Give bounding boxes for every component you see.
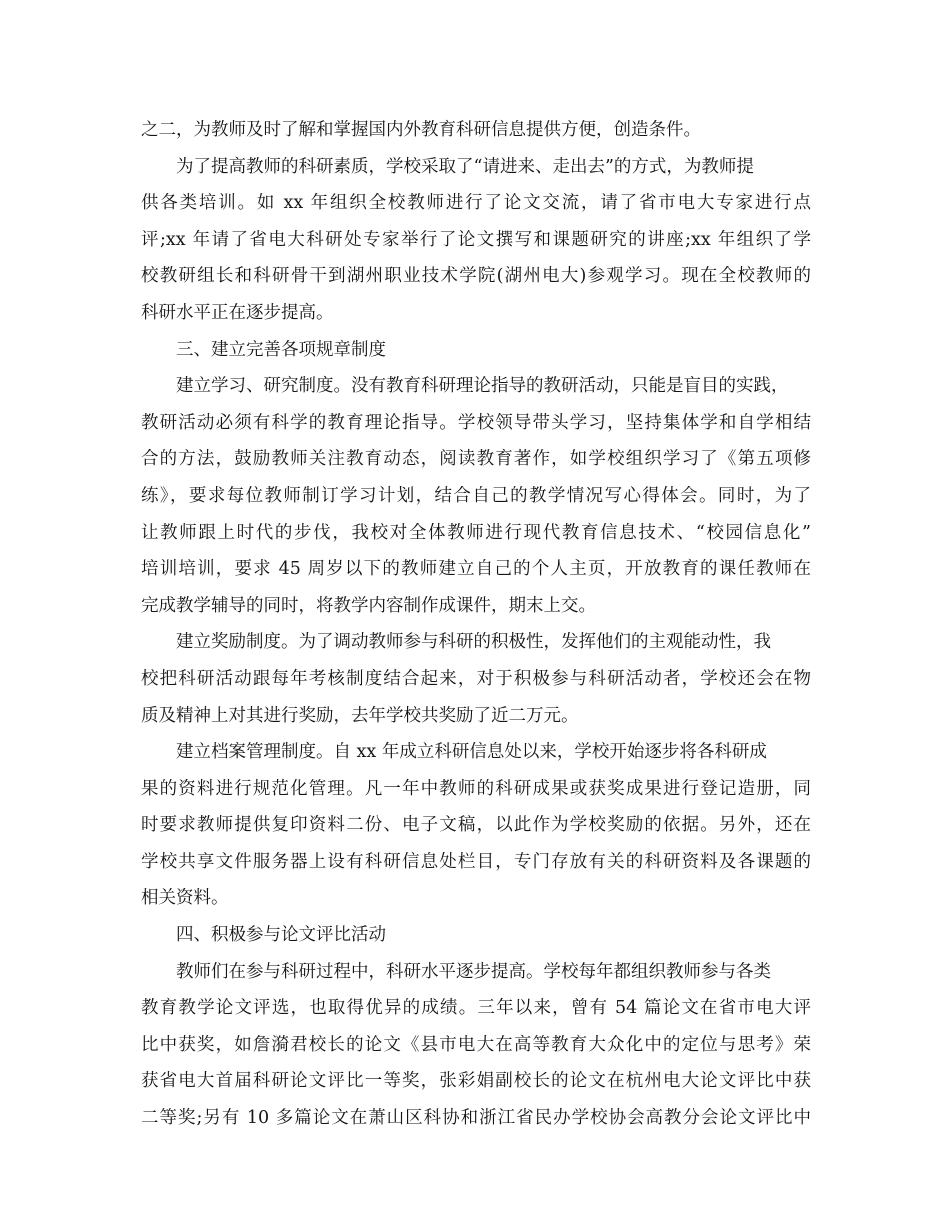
text-line: 相关资料。 [141,888,229,909]
text-line: 获省电大首届科研论文评比一等奖，张彩娟副校长的论文在杭州电大论文评比中获 [141,1071,811,1092]
document-body [141,112,811,1137]
paragraph-first-line: 为了提高教师的科研素质，学校采取了“请进来、走出去”的方式，为教师提 [176,156,754,177]
text-line: 供各类培训。如 xx 年组织全校教师进行了论文交流，请了省市电大专家进行点 [141,193,811,214]
text-line: 教研活动必须有科学的教育理论指导。学校领导带头学习，坚持集体学和自学相结 [141,412,811,433]
text-line: 科研水平正在逐步提高。 [141,302,334,323]
text-line: 培训培训，要求 45 周岁以下的教师建立自己的个人主页，开放教育的课任教师在 [141,559,811,580]
text-line: 果的资料进行规范化管理。凡一年中教师的科研成果或获奖成果进行登记造册，同 [141,778,811,799]
text-line: 评;xx 年请了省电大科研处专家举行了论文撰写和课题研究的讲座;xx 年组织了学 [141,229,811,250]
text-line: 比中获奖，如詹漪君校长的论文《县市电大在高等教育大众化中的定位与思考》荣 [141,1034,811,1055]
paragraph-first-line: 建立学习、研究制度。没有教育科研理论指导的教研活动，只能是盲目的实践， [176,376,789,397]
paragraph-first-line: 教师们在参与科研过程中，科研水平逐步提高。学校每年都组织教师参与各类 [176,961,771,982]
text-line: 之二，为教师及时了解和掌握国内外教育科研信息提供方便，创造条件。 [141,120,701,140]
text-line: 学校共享文件服务器上设有科研信息处栏目，专门存放有关的科研资料及各课题的 [141,851,811,872]
text-line: 完成教学辅导的同时，将教学内容制作成课件，期末上交。 [141,595,596,616]
section-heading: 三、建立完善各项规章制度 [176,339,386,360]
section-heading: 四、积极参与论文评比活动 [176,925,386,946]
text-line: 让教师跟上时代的步伐，我校对全体教师进行现代教育信息技术、“校园信息化” [141,522,811,543]
text-line: 二等奖;另有 10 多篇论文在萧山区科协和浙江省民办学校协会高教分会论文评比中 [141,1108,811,1129]
text-line: 校把科研活动跟每年考核制度结合起来，对于积极参与科研活动者，学校还会在物 [141,668,811,689]
text-line: 练》，要求每位教师制订学习计划，结合自己的教学情况写心得体会。同时，为了 [141,485,811,506]
paragraph-first-line: 建立奖励制度。为了调动教师参与科研的积极性，发挥他们的主观能动性，我 [176,632,771,653]
text-line: 时要求教师提供复印资料二份、电子文稿，以此作为学校奖励的依据。另外，还在 [141,815,811,836]
paragraph-first-line: 建立档案管理制度。自 xx 年成立科研信息处以来，学校开始逐步将各科研成 [176,742,767,763]
text-line: 质及精神上对其进行奖励，去年学校共奖励了近二万元。 [141,705,579,726]
text-line: 教育教学论文评选，也取得优异的成绩。三年以来，曾有 54 篇论文在省市电大评 [141,998,811,1019]
text-line: 校教研组长和科研骨干到湖州职业技术学院(湖州电大)参观学习。现在全校教师的 [141,266,811,287]
text-line: 合的方法，鼓励教师关注教育动态，阅读教育著作，如学校组织学习了《第五项修 [141,449,811,470]
